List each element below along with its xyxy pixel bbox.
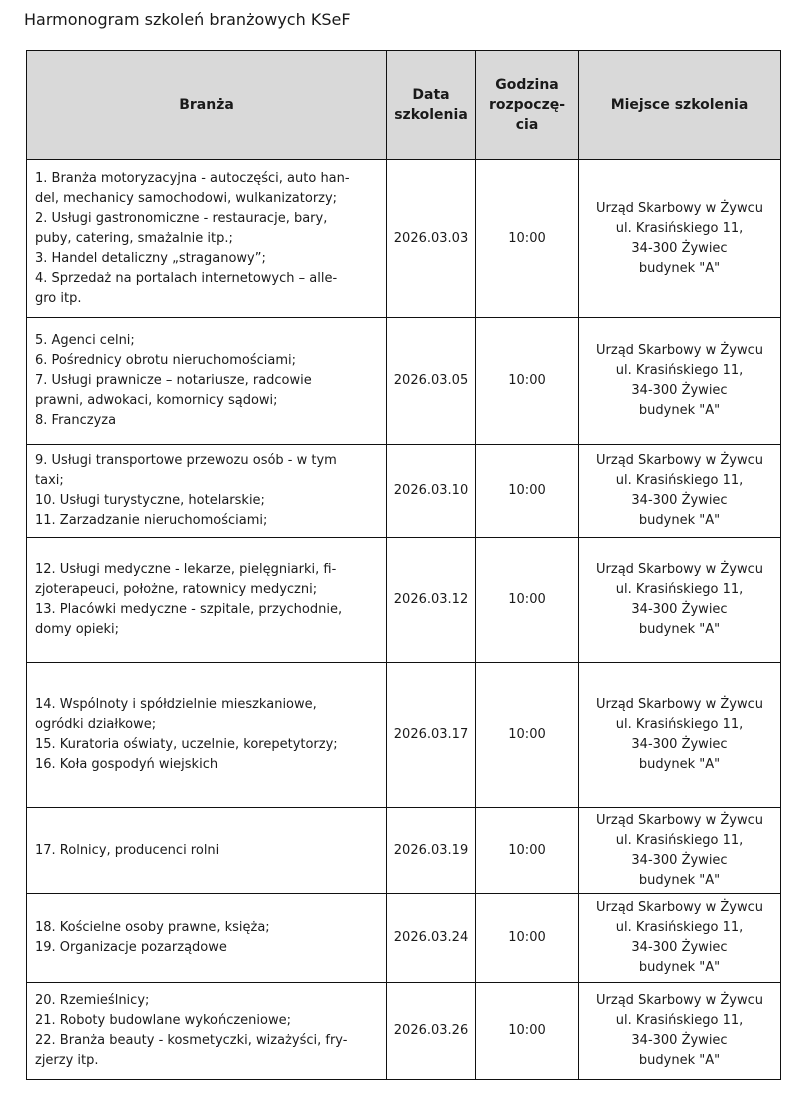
cell-location: [579, 808, 781, 894]
table-row: [27, 808, 781, 894]
cell-time: 10:00: [476, 445, 579, 538]
table-row: [27, 983, 781, 1080]
branza-line: 1. Branża motoryzacyjna - autoczęści, auto han-: [35, 170, 350, 186]
branza-line: ogródki działkowe;: [35, 717, 157, 732]
cell-branza: [27, 983, 387, 1080]
location-line: budynek "A": [638, 960, 721, 975]
location-line: budynek "A": [638, 260, 721, 276]
branza-line: prawni, adwokaci, komornicy sądowi;: [35, 393, 278, 408]
location-line: 34-300 Żywiec: [631, 1033, 728, 1048]
location-line: ul. Krasińskiego 11,: [615, 582, 744, 597]
cell-time: 10:00: [476, 160, 579, 318]
branza-line: 15. Kuratoria oświaty, uczelnie, korepetytorzy;: [35, 737, 338, 752]
branza-line: puby, catering, smażalnie itp.;: [35, 230, 233, 246]
branza-line: gro itp.: [35, 290, 82, 306]
branza-line: 6. Pośrednicy obrotu nieruchomościami;: [35, 353, 297, 368]
branza-line: 10. Usługi turystyczne, hotelarskie;: [35, 493, 265, 508]
document-title: Harmonogram szkoleń branżowych KSeF: [24, 10, 351, 29]
location-line: 34-300 Żywiec: [631, 602, 728, 617]
header-godzina-rozpoczecia: Godzina rozpoczę- cia: [476, 51, 579, 160]
header-data-szkolenia: Data szkolenia: [387, 51, 476, 160]
location-line: 34-300 Żywiec: [631, 240, 728, 256]
branza-line: zjoterapeuci, położne, ratownicy medyczni;: [35, 582, 318, 597]
branza-line: del, mechanicy samochodowi, wulkanizatorzy;: [35, 190, 338, 206]
cell-time: 10:00: [476, 894, 579, 983]
location-line: 34-300 Żywiec: [631, 383, 728, 398]
branza-line: 16. Koła gospodyń wiejskich: [35, 757, 219, 772]
cell-date: 2026.03.26: [387, 983, 476, 1080]
location-line: Urząd Skarbowy w Żywcu: [596, 562, 763, 577]
cell-date: 2026.03.05: [387, 318, 476, 445]
branza-line: 11. Zarzadzanie nieruchomościami;: [35, 513, 268, 528]
location-line: Urząd Skarbowy w Żywcu: [596, 453, 763, 468]
cell-location: [579, 538, 781, 663]
schedule-body: [27, 160, 781, 1080]
branza-line: 5. Agenci celni;: [35, 333, 135, 348]
header-branza: Branża: [27, 51, 387, 160]
header-miejsce-szkolenia: Miejsce szkolenia: [579, 51, 781, 160]
cell-time: 10:00: [476, 318, 579, 445]
location-line: 34-300 Żywiec: [631, 493, 728, 508]
cell-location: [579, 894, 781, 983]
cell-location: [579, 663, 781, 808]
branza-line: 19. Organizacje pozarządowe: [35, 940, 227, 955]
cell-date: 2026.03.03: [387, 160, 476, 318]
table-row: [27, 894, 781, 983]
location-line: Urząd Skarbowy w Żywcu: [596, 993, 763, 1008]
branza-line: 2. Usługi gastronomiczne - restauracje, bary,: [35, 210, 328, 226]
table-header-row: [27, 51, 781, 160]
branza-line: 12. Usługi medyczne - lekarze, pielęgniarki, fi-: [35, 562, 337, 577]
cell-location: [579, 983, 781, 1080]
location-line: ul. Krasińskiego 11,: [615, 363, 744, 378]
cell-date: 2026.03.19: [387, 808, 476, 894]
branza-line: taxi;: [35, 473, 64, 488]
cell-branza: [27, 318, 387, 445]
table-row: [27, 160, 781, 318]
branza-line: 14. Wspólnoty i spółdzielnie mieszkaniowe,: [35, 697, 317, 712]
branza-line: 4. Sprzedaż na portalach internetowych – alle-: [35, 270, 338, 286]
branza-line: 9. Usługi transportowe przewozu osób - w tym: [35, 453, 337, 468]
cell-branza: [27, 160, 387, 318]
branza-line: 8. Franczyza: [35, 413, 117, 428]
location-line: budynek "A": [638, 403, 721, 418]
table-row: [27, 538, 781, 663]
cell-time: 10:00: [476, 663, 579, 808]
branza-line: 21. Roboty budowlane wykończeniowe;: [35, 1013, 291, 1028]
location-line: Urząd Skarbowy w Żywcu: [596, 812, 763, 828]
cell-branza: [27, 663, 387, 808]
cell-time: 10:00: [476, 538, 579, 663]
cell-date: 2026.03.10: [387, 445, 476, 538]
branza-line: zjerzy itp.: [35, 1053, 99, 1068]
location-line: budynek "A": [638, 872, 721, 888]
cell-date: 2026.03.24: [387, 894, 476, 983]
location-line: ul. Krasińskiego 11,: [615, 832, 744, 848]
location-line: ul. Krasińskiego 11,: [615, 1013, 744, 1028]
cell-branza: [27, 894, 387, 983]
location-line: Urząd Skarbowy w Żywcu: [596, 900, 763, 915]
cell-location: [579, 445, 781, 538]
table-row: [27, 318, 781, 445]
schedule-table: [26, 50, 781, 1080]
branza-line: 20. Rzemieślnicy;: [35, 993, 150, 1008]
branza-line: 7. Usługi prawnicze – notariusze, radcowie: [35, 373, 312, 388]
location-line: budynek "A": [638, 622, 721, 637]
location-line: budynek "A": [638, 513, 721, 528]
cell-date: 2026.03.17: [387, 663, 476, 808]
branza-line: domy opieki;: [35, 622, 120, 637]
location-line: Urząd Skarbowy w Żywcu: [596, 200, 763, 216]
cell-time: 10:00: [476, 983, 579, 1080]
branza-line: 18. Kościelne osoby prawne, księża;: [35, 920, 270, 935]
table-row: [27, 663, 781, 808]
location-line: ul. Krasińskiego 11,: [615, 220, 744, 236]
table-row: [27, 445, 781, 538]
branza-line: 22. Branża beauty - kosmetyczki, wizażyści, fry-: [35, 1033, 348, 1048]
location-line: ul. Krasińskiego 11,: [615, 717, 744, 732]
location-line: 34-300 Żywiec: [631, 737, 728, 752]
cell-branza: [27, 808, 387, 894]
cell-branza: [27, 538, 387, 663]
branza-line: 13. Placówki medyczne - szpitale, przychodnie,: [35, 602, 343, 617]
location-line: 34-300 Żywiec: [631, 852, 728, 868]
branza-line: 3. Handel detaliczny „straganowy”;: [35, 250, 266, 266]
cell-time: 10:00: [476, 808, 579, 894]
cell-location: [579, 160, 781, 318]
location-line: ul. Krasińskiego 11,: [615, 920, 744, 935]
location-line: budynek "A": [638, 757, 721, 772]
location-line: ul. Krasińskiego 11,: [615, 473, 744, 488]
location-line: Urząd Skarbowy w Żywcu: [596, 697, 763, 712]
location-line: Urząd Skarbowy w Żywcu: [596, 343, 763, 358]
branza-line: 17. Rolnicy, producenci rolni: [35, 842, 220, 858]
location-line: 34-300 Żywiec: [631, 940, 728, 955]
cell-branza: [27, 445, 387, 538]
cell-date: 2026.03.12: [387, 538, 476, 663]
location-line: budynek "A": [638, 1053, 721, 1068]
cell-location: [579, 318, 781, 445]
